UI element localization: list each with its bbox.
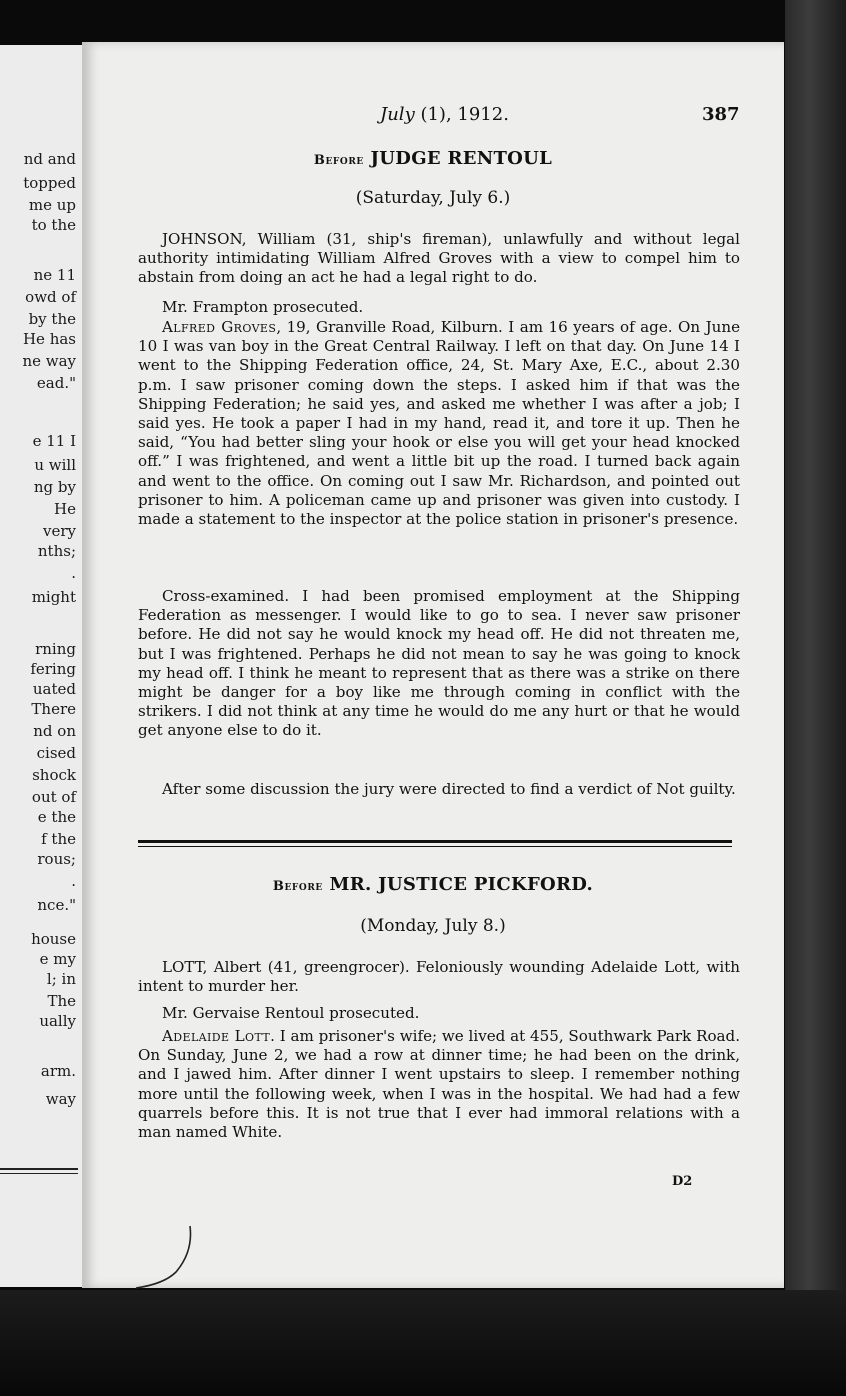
page-number: 387 (702, 104, 740, 125)
facing-page-line: He (54, 500, 76, 518)
prosecutor-line: Mr. Gervaise Rentoul prosecuted. (162, 1004, 420, 1022)
facing-page-line: l; in (46, 970, 76, 988)
session-date: (Saturday, July 6.) (355, 188, 511, 208)
facing-page-line: f the (41, 830, 76, 848)
facing-page-line: ually (39, 1012, 76, 1030)
facing-page-line: . (71, 564, 76, 582)
testimony-text: . I am prisoner's wife; we lived at 455, Southwark Park Road. On Sunday, June 2, we had a row at dinner time; he had been on the drink, and I jawed him. After dinner I went upstairs to sleep. I remember nothing more until the following week, when I was in the hospital. We had had a few quarrels before this. It is not true that I ever had immoral relations with a man named White. (138, 1027, 741, 1142)
section-divider (138, 840, 732, 847)
facing-page-line: shock (32, 766, 76, 784)
facing-page-line: nce." (37, 896, 76, 914)
section-heading-judge-rentoul (82, 148, 784, 169)
facing-page-line: me up (28, 196, 76, 214)
facing-page-line: ne 11 (33, 266, 76, 284)
facing-page-line: u will (34, 456, 76, 474)
facing-page-line: . (71, 872, 76, 890)
running-head (380, 104, 509, 125)
session-date: (Monday, July 8.) (360, 916, 506, 936)
facing-page-line: He has (22, 330, 76, 348)
facing-page-line: e the (37, 808, 76, 826)
running-header (82, 104, 784, 130)
facing-page-line: by the (28, 310, 76, 328)
witness-name: Adelaide Lott (162, 1027, 271, 1045)
book-bottom-edge (0, 1290, 846, 1396)
facing-page-line: arm. (40, 1062, 76, 1080)
pen-stroke-mark (132, 1222, 272, 1292)
section-heading-justice-pickford (82, 874, 784, 895)
facing-page-rule (0, 1168, 78, 1170)
facing-page-line: ng by (33, 478, 76, 496)
facing-page-line: owd of (25, 288, 76, 306)
signature-mark: D2 (672, 1174, 693, 1189)
running-head-date: (1), 1912. (414, 104, 509, 125)
facing-page-rule-lower (0, 1173, 78, 1174)
case-summary-johnson: JOHNSON, William (31, ship's fireman), unlawfully and without legal authority intimidating William Alfred Groves with a view to compel him to abstain from doing an act he had a legal right to do. (138, 230, 740, 287)
facing-page-line: cised (36, 744, 76, 762)
facing-page-line: ead." (36, 374, 76, 392)
facing-page-line: nths; (37, 542, 76, 560)
book-page (82, 42, 784, 1288)
heading-prefix: Before (272, 879, 323, 894)
witness-testimony-groves (138, 318, 740, 529)
facing-page-line: e 11 I (32, 432, 76, 450)
facing-page-line: The (47, 992, 76, 1010)
testimony-text: , 19, Granville Road, Kilburn. I am 16 years of age. On June 10 I was van boy in the Great Central Railway. I left on that day. On June 14 I went to the Shipping Federation office, 24, St. Mary Axe, E.C., about 2.30 p.m. I saw prisoner coming down the steps. I asked him if that was the Shipping Federation; he said yes, and asked me whether I was after a job; I said yes. He took a paper I had in my hand, read it, and tore it up. Then he said, “You had better sling your hook or else you will get your head knocked off.” I was frightened, and went a little bit up the road. I turned back again and went to the office. On coming out I saw Mr. Richardson, and pointed out prisoner to him. A policeman came up and prisoner was given into custody. I made a statement to the inspector at the police station in prisoner's presence. (138, 318, 740, 529)
facing-page-line: topped (23, 174, 76, 192)
facing-page-line: very (43, 522, 76, 540)
prosecutor-line: Mr. Frampton prosecuted. (162, 298, 364, 316)
facing-page-left (0, 45, 86, 1287)
witness-testimony-lott (138, 1027, 740, 1142)
facing-page-line: out of (31, 788, 76, 806)
heading-judge-name: MR. JUSTICE PICKFORD. (322, 874, 594, 895)
facing-page-line: nd and (23, 150, 76, 168)
facing-page-line: might (31, 588, 76, 606)
facing-page-line: uated (32, 680, 76, 698)
running-head-month: July (380, 104, 415, 125)
facing-page-line: to the (31, 216, 76, 234)
book-gutter-right (785, 0, 846, 1396)
facing-page-line: nd on (33, 722, 76, 740)
heading-prefix: Before (313, 153, 364, 168)
facing-page-line: ne way (22, 352, 76, 370)
facing-page-line: house (31, 930, 76, 948)
heading-judge-name: JUDGE RENTOUL (363, 148, 553, 169)
facing-page-line: fering (30, 660, 76, 678)
facing-page-line: There (31, 700, 76, 718)
facing-page-line: rning (35, 640, 76, 658)
verdict: After some discussion the jury were directed to find a verdict of Not guilty. (162, 780, 736, 798)
cross-examination: Cross-examined. I had been promised employment at the Shipping Federation as messenger. I would like to go to sea. I never saw prisoner before. He did not say he would knock my head off. He did not threaten me, but I was frightened. Perhaps he did not mean to say he was going to knock my head off. I think he meant to represent that as there was a strike on there might be danger for a boy like me through coming in conflict with the strikers. I did not think at any time he would do me any hurt or that he would get anyone else to do it. (138, 587, 740, 740)
case-summary-lott: LOTT, Albert (41, greengrocer). Feloniously wounding Adelaide Lott, with intent to murder her. (138, 958, 740, 996)
witness-name: Alfred Groves (162, 318, 277, 336)
facing-page-line: e my (39, 950, 76, 968)
facing-page-line: rous; (37, 850, 76, 868)
facing-page-line: way (45, 1090, 76, 1108)
